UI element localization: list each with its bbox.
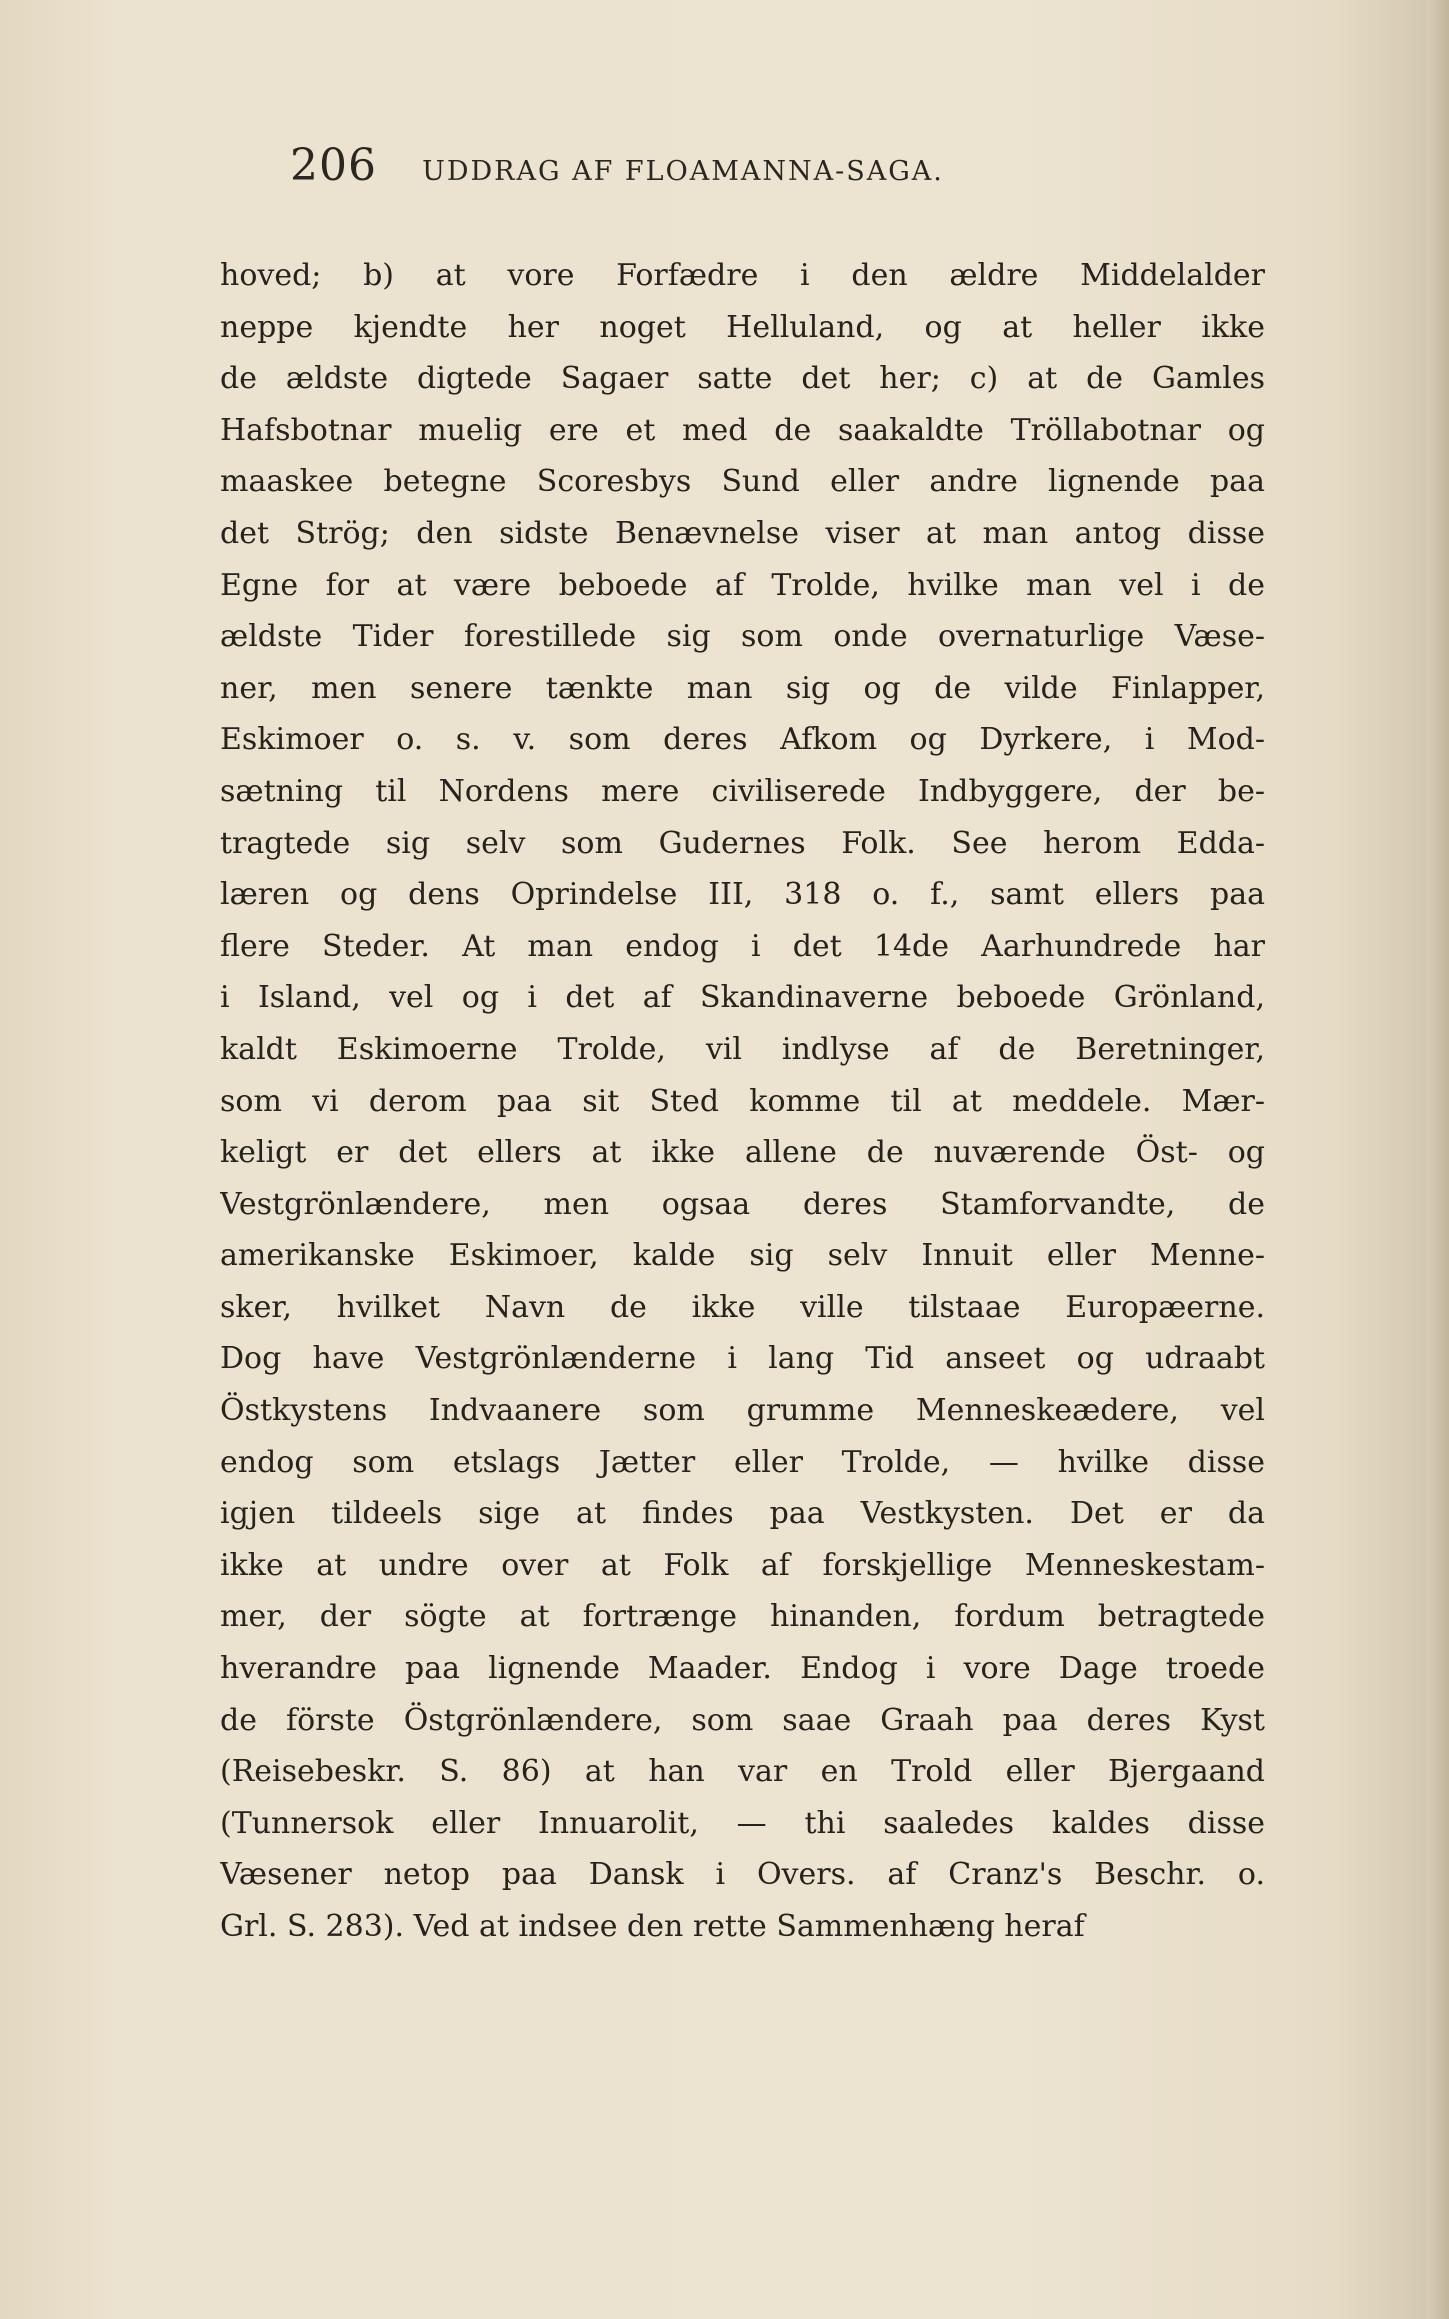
text-line: hverandre paa lignende Maader. Endog i vore Dage troede xyxy=(220,1651,1265,1687)
text-line: keligt er det ellers at ikke allene de nuværende Öst- og xyxy=(220,1135,1265,1171)
text-line: Væsener netop paa Dansk i Overs. af Cranz's Beschr. o. xyxy=(220,1857,1265,1893)
text-line: (Reisebeskr. S. 86) at han var en Trold eller Bjergaand xyxy=(220,1754,1265,1790)
text-line: Grl. S. 283). Ved at indsee den rette Sammenhæng heraf xyxy=(220,1909,1085,1944)
text-line: de förste Östgrönlændere, som saae Graah paa deres Kyst xyxy=(220,1702,1265,1738)
text-line: sker, hvilket Navn de ikke ville tilstaae Europæerne. xyxy=(220,1289,1265,1325)
text-line: ner, men senere tænkte man sig og de vilde Finlapper, xyxy=(220,670,1265,706)
body-text xyxy=(220,250,1265,1953)
text-line: læren og dens Oprindelse III, 318 o. f., samt ellers paa xyxy=(220,877,1265,913)
text-line: Östkystens Indvaanere som grumme Menneskeædere, vel xyxy=(220,1393,1265,1429)
text-line: mer, der sögte at fortrænge hinanden, fordum betragtede xyxy=(220,1599,1265,1635)
text-line: amerikanske Eskimoer, kalde sig selv Innuit eller Menne- xyxy=(220,1238,1265,1274)
text-line: endog som etslags Jætter eller Trolde, — hvilke disse xyxy=(220,1444,1265,1480)
text-line: kaldt Eskimoerne Trolde, vil indlyse af de Beretninger, xyxy=(220,1031,1265,1067)
page-edge xyxy=(1427,0,1449,2319)
text-line: i Island, vel og i det af Skandinaverne beboede Grönland, xyxy=(220,980,1265,1016)
text-line: Dog have Vestgrönlænderne i lang Tid anseet og udraabt xyxy=(220,1341,1265,1377)
text-line: tragtede sig selv som Gudernes Folk. See herom Edda- xyxy=(220,825,1265,861)
running-head xyxy=(290,140,1190,200)
text-line: hoved; b) at vore Forfædre i den ældre Middelalder xyxy=(220,258,1265,293)
text-line: ikke at undre over at Folk af forskjellige Menneskestam- xyxy=(220,1547,1265,1583)
text-line: de ældste digtede Sagaer satte det her; c) at de Gamles xyxy=(220,361,1265,397)
text-line: (Tunnersok eller Innuarolit, — thi saaledes kaldes disse xyxy=(220,1805,1265,1841)
text-line: maaskee betegne Scoresbys Sund eller andre lignende paa xyxy=(220,464,1265,500)
page-number: 206 xyxy=(290,140,377,191)
text-line: sætning til Nordens mere civiliserede Indbyggere, der be- xyxy=(220,773,1265,809)
running-head-title: UDDRAG AF FLOAMANNA-SAGA. xyxy=(422,156,944,187)
blank-lower-margin xyxy=(220,2000,1265,2280)
text-line: neppe kjendte her noget Helluland, og at heller ikke xyxy=(220,309,1265,345)
text-line: Vestgrönlændere, men ogsaa deres Stamforvandte, de xyxy=(220,1186,1265,1222)
text-line: igjen tildeels sige at findes paa Vestkysten. Det er da xyxy=(220,1496,1265,1532)
text-line: som vi derom paa sit Sted komme til at meddele. Mær- xyxy=(220,1083,1265,1119)
text-line: Egne for at være beboede af Trolde, hvilke man vel i de xyxy=(220,567,1265,603)
text-line: det Strög; den sidste Benævnelse viser at man antog disse xyxy=(220,515,1265,551)
text-line: flere Steder. At man endog i det 14de Aarhundrede har xyxy=(220,928,1265,964)
text-line: ældste Tider forestillede sig som onde overnaturlige Væse- xyxy=(220,619,1265,655)
text-line: Hafsbotnar muelig ere et med de saakaldte Tröllabotnar og xyxy=(220,412,1265,448)
text-line: Eskimoer o. s. v. som deres Afkom og Dyrkere, i Mod- xyxy=(220,722,1265,758)
